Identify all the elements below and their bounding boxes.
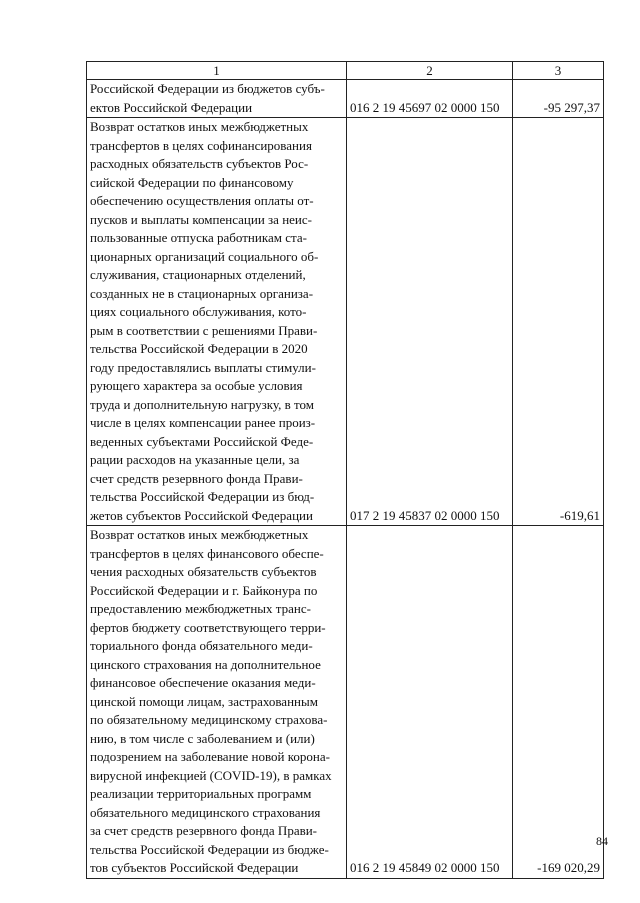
row-code: 017 2 19 45837 02 0000 150 [347,118,513,526]
description-line: числе в целях компенсации ранее произ- [90,415,316,430]
description-line: Возврат остатков иных межбюджетных [90,527,309,542]
description-line: вирусной инфекцией (COVID-19), в рамках [90,767,332,783]
description-line: тельства Российской Федерации из бюд- [90,489,315,504]
description-line: трансфертов в целях финансового обеспе- [90,545,324,561]
description-line: рым в соответствии с решениями Прави- [90,322,318,338]
description-line: ционарных организаций социального об- [90,248,319,264]
description-line: труда и дополнительную нагрузку, в том [90,396,315,412]
row-description [87,526,347,879]
description-line: обязательного медицинского страхования [90,804,321,820]
row-description [87,118,347,526]
description-line: Российской Федерации из бюджетов субъ- [90,81,325,96]
description-line: тельства Российской Федерации в 2020 [90,341,308,356]
description-line: рации расходов на указанные цели, за [90,452,300,467]
header-col-2: 2 [347,62,513,80]
description-line: трансфертов в целях софинансирования [90,137,312,153]
row-amount: -619,61 [513,118,604,526]
description-line: Российской Федерации и г. Байконура по [90,582,318,598]
row-description [87,80,347,118]
budget-table [86,61,604,879]
table-row [87,526,604,879]
description-line: по обязательному медицинскому страхова- [90,712,328,727]
description-line: реализации территориальных программ [90,786,312,801]
description-line: созданных не в стационарных организа- [90,285,314,301]
description-line: финансовое обеспечение оказания меди- [90,675,316,690]
description-line: сийской Федерации по финансовому [90,174,294,190]
description-line: пользованные отпуска работникам ста- [90,230,307,245]
description-line: чения расходных обязательств субъектов [90,564,317,579]
description-line: фертов бюджету соответствующего терри- [90,619,326,635]
description-line: тов субъектов Российской Федерации [90,860,299,875]
description-line: рующего характера за особые условия [90,378,303,393]
description-line: предоставлению межбюджетных транс- [90,601,311,616]
description-line: служивания, стационарных отделений, [90,267,306,282]
header-col-1: 1 [87,62,347,80]
description-line: циях социального обслуживания, кото- [90,304,307,319]
description-line: обеспечению осуществления оплаты от- [90,193,314,208]
description-line: нию, в том числе с заболеванием и (или) [90,730,315,746]
description-line: веденных субъектами Российской Феде- [90,433,314,449]
description-line: тельства Российской Федерации из бюдже- [90,841,329,857]
description-line: пусков и выплаты компенсации за неис- [90,211,312,227]
row-amount: -95 297,37 [513,80,604,118]
description-line: жетов субъектов Российской Федерации [90,507,313,523]
header-col-3: 3 [513,62,604,80]
description-line: цинской помощи лицам, застрахованным [90,693,318,709]
page-number: 84 [596,834,608,848]
table-row [87,118,604,526]
header-row [87,62,604,80]
row-code: 016 2 19 45697 02 0000 150 [347,80,513,118]
description-line: ториального фонда обязательного меди- [90,638,313,653]
table-row [87,80,604,118]
description-line: за счет средств резервного фонда Прави- [90,823,318,838]
description-line: расходных обязательств субъектов Рос- [90,156,309,171]
row-amount: -169 020,29 [513,526,604,879]
description-line: году предоставлялись выплаты стимули- [90,359,316,375]
row-code: 016 2 19 45849 02 0000 150 [347,526,513,879]
description-line: цинского страхования на дополнительное [90,656,321,672]
description-line: подозрением на заболевание новой корона- [90,749,330,764]
description-line: Возврат остатков иных межбюджетных [90,119,309,134]
table-body [87,80,604,879]
description-line: счет средств резервного фонда Прави- [90,470,303,486]
description-line: ектов Российской Федерации [90,99,253,115]
